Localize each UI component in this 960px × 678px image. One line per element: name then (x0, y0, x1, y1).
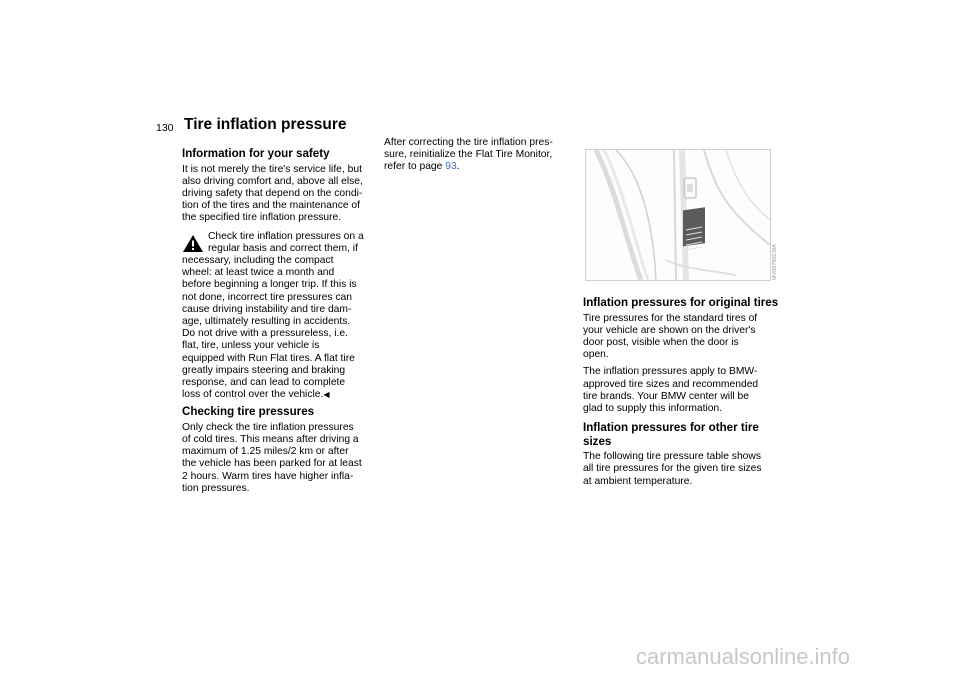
paragraph-approved-sizes (583, 366, 779, 415)
text-line: After correcting the tire inflation pres- (384, 137, 553, 148)
page-title: Tire inflation pressure (184, 116, 347, 133)
text-line: at ambient temperature. (583, 475, 693, 487)
heading-checking-pressures: Checking tire pressures (182, 405, 315, 419)
text-line: It is not merely the tire's service life, but (182, 163, 362, 175)
text-line: . (456, 161, 460, 173)
text-line: not done, incorrect tire pressures can (182, 291, 352, 303)
text-line: driving safety that depend on the condi- (182, 187, 363, 199)
heading-safety-info: Information for your safety (182, 147, 330, 160)
column-right (583, 296, 779, 493)
text-line: sure, reinitialize the Flat Tire Monitor, (384, 149, 553, 161)
text-line: The following tire pressure table shows (583, 451, 761, 463)
text-line: approved tire sizes and recommended (583, 378, 759, 390)
text-line: of cold tires. This means after driving a (182, 434, 359, 446)
text-line: cause driving instability and tire dam- (182, 303, 352, 315)
paragraph-standard-tires (583, 313, 779, 362)
text-line: tion pressures. (182, 482, 250, 494)
door-post-illustration (585, 149, 771, 281)
text-line: 2 hours. Warm tires have higher infla- (182, 470, 354, 482)
text-line: also driving comfort and, above all else, (182, 175, 363, 187)
paragraph-reinitialize (384, 137, 580, 174)
text-line: response, and can lead to complete (182, 376, 346, 388)
page-number: 130 (156, 122, 174, 134)
text-line: loss of control over the vehicle. (182, 389, 324, 401)
text-line: age, ultimately resulting in accidents. (182, 315, 351, 327)
page-reference-link[interactable]: 93 (445, 161, 457, 173)
heading-other-sizes: Inflation pressures for other tire sizes (583, 421, 759, 448)
text-line: before beginning a longer trip. If this is (182, 279, 357, 291)
text-line: tire brands. Your BMW center will be (583, 390, 749, 402)
door-post-drawing (586, 150, 770, 280)
text-line: regular basis and correct them, if (208, 242, 358, 254)
warning-block (182, 231, 378, 402)
paragraph-pressure-table (583, 451, 779, 488)
text-line: tion of the tires and the maintenance of (182, 200, 361, 212)
warning-text (182, 231, 378, 402)
text-line: Check tire inflation pressures on a (208, 230, 364, 242)
figure-code: MV08780CMA (772, 244, 778, 280)
text-line: Tire pressures for the standard tires of (583, 312, 758, 324)
paragraph-checking (182, 422, 378, 495)
paragraph-safety (182, 164, 378, 225)
text-line: Do not drive with a pressureless, i.e. (182, 328, 348, 340)
text-line: the vehicle has been parked for at least (182, 458, 362, 470)
text-line: the specified tire inflation pressure. (182, 212, 342, 224)
text-line: flat, tire, unless your vehicle is (182, 340, 320, 352)
warning-icon (182, 234, 204, 253)
text-line: equipped with Run Flat tires. A flat tire (182, 352, 355, 364)
end-mark-icon: ◀ (323, 390, 330, 400)
column-middle (384, 137, 580, 179)
text-line: your vehicle are shown on the driver's (583, 324, 756, 336)
column-left (182, 147, 378, 500)
heading-original-tires: Inflation pressures for original tires (583, 296, 779, 309)
text-line: greatly impairs steering and braking (182, 364, 346, 376)
text-line: glad to supply this information. (583, 402, 723, 414)
text-line: The inflation pressures apply to BMW- (583, 366, 758, 378)
text-line: maximum of 1.25 miles/2 km or after (182, 446, 349, 458)
text-line: door post, visible when the door is (583, 336, 739, 348)
text-line: refer to page (384, 161, 446, 173)
text-line: all tire pressures for the given tire sizes (583, 463, 762, 475)
text-line: open. (583, 349, 609, 361)
text-line: necessary, including the compact (182, 254, 334, 266)
text-line: Only check the tire inflation pressures (182, 421, 354, 433)
tire-pressure-label-icon (683, 207, 705, 250)
text-line: wheel: at least twice a month and (182, 267, 335, 279)
watermark: carmanualsonline.info (636, 644, 851, 669)
